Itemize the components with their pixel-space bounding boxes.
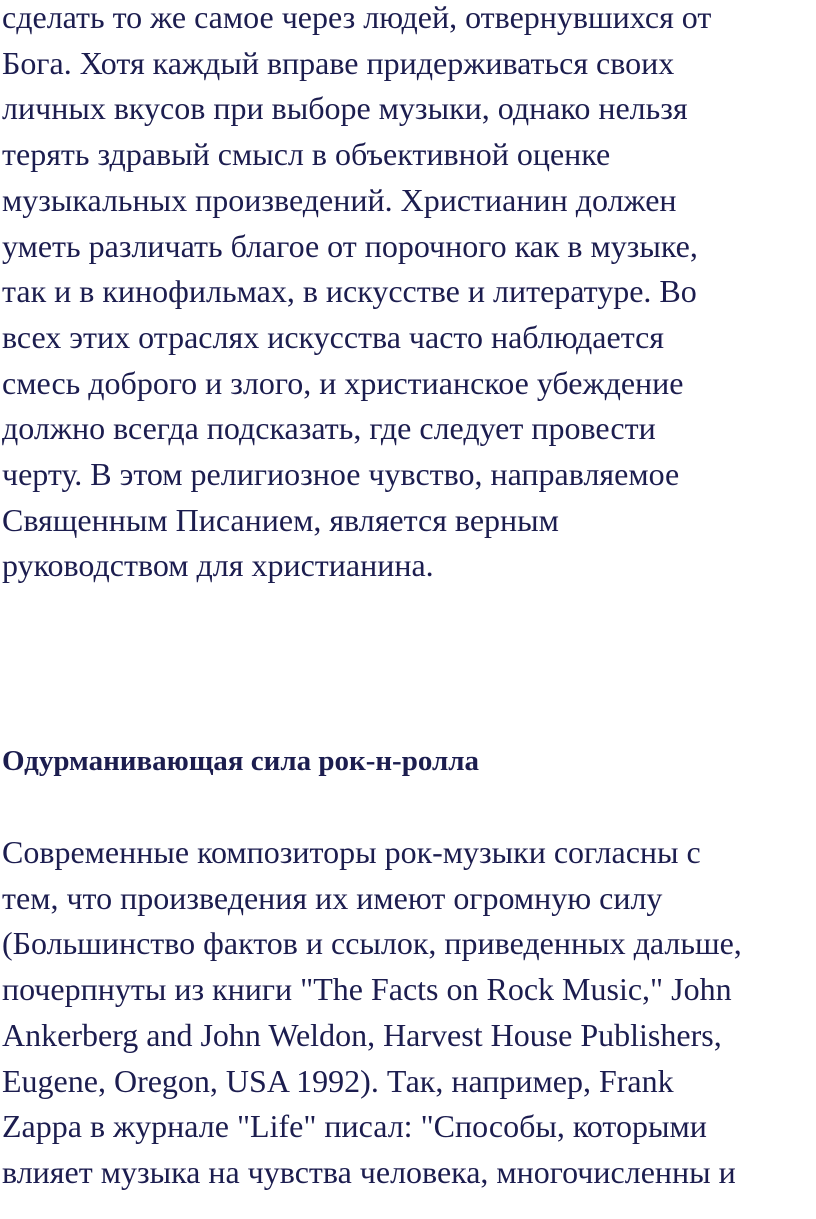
text-line: так и в кинофильмах, в искусстве и литературе. Во: [2, 273, 697, 310]
body-paragraph-1: [2, 0, 814, 589]
text-line: влияет музыка на чувства человека, многочисленны и: [2, 1153, 736, 1190]
text-line: (Большинство фактов и ссылок, приведенных дальше,: [2, 925, 742, 962]
section-heading: Одурманивающая сила рок-н-ролла: [2, 745, 479, 777]
text-line: Eugene, Oregon, USA 1992). Так, например, Frank: [2, 1062, 674, 1099]
text-line: терять здравый смысл в объективной оценке: [2, 136, 611, 173]
text-line: почерпнуты из книги "The Facts on Rock Music," John: [2, 971, 732, 1008]
text-line: руководством для христианина.: [2, 547, 434, 584]
body-paragraph-2: [2, 830, 814, 1196]
text-line: музыкальных произведений. Христианин должен: [2, 181, 677, 218]
text-line: уметь различать благое от порочного как в музыке,: [2, 227, 698, 264]
text-line: Бога. Хотя каждый вправе придерживаться своих: [2, 44, 675, 81]
text-line: Zappa в журнале "Life" писал: "Способы, которыми: [2, 1108, 707, 1145]
text-line: тем, что произведения их имеют огромную силу: [2, 879, 663, 916]
text-line: всех этих отраслях искусства часто наблюдается: [2, 318, 664, 355]
text-line: Священным Писанием, является верным: [2, 501, 559, 538]
text-line: Современные композиторы рок-музыки согласны с: [2, 834, 701, 870]
text-line: сделать то же самое через людей, отвернувшихся от: [2, 0, 712, 35]
text-line: должно всегда подсказать, где следует провести: [2, 410, 656, 447]
text-line: личных вкусов при выборе музыки, однако нельзя: [2, 90, 688, 127]
text-line: черту. В этом религиозное чувство, направляемое: [2, 456, 680, 493]
text-line: Ankerberg and John Weldon, Harvest House Publishers,: [2, 1016, 722, 1053]
text-line: смесь доброго и злого, и христианское убеждение: [2, 364, 684, 401]
